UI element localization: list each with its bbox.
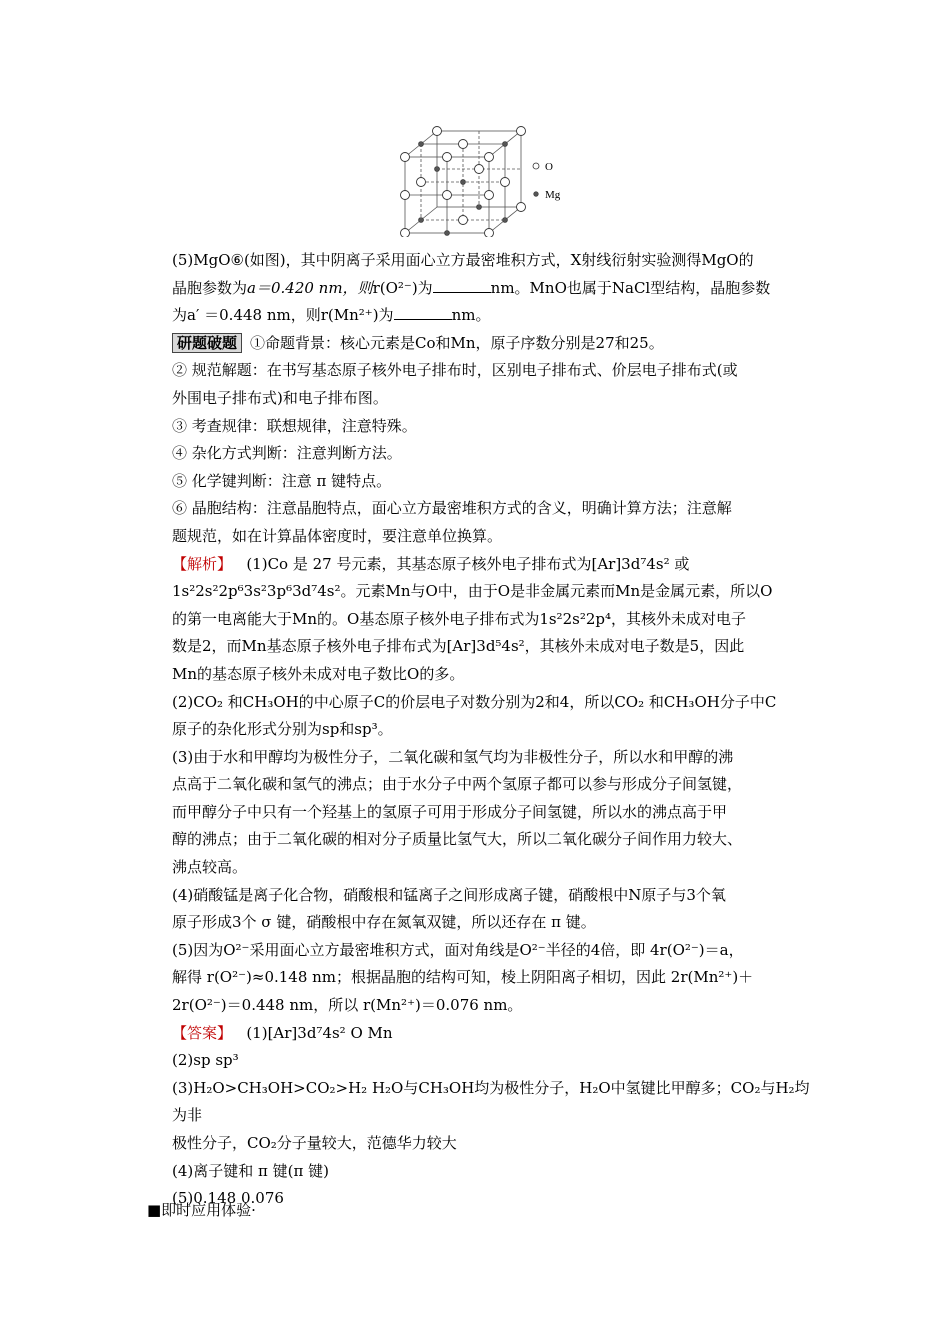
solution-line: 数是2，而Mn基态原子核外电子排布式为[Ar]3d⁵4s²，其核外未成对电子数是5，因此	[172, 637, 745, 656]
document-body	[172, 247, 812, 1213]
answer-blank-2	[394, 305, 452, 320]
solution-line: 原子的杂化形式分别为sp和sp³。	[172, 720, 393, 739]
analysis-item-2b: 外围电子排布式)和电子排布图。	[172, 388, 388, 407]
legend-mg-marker	[534, 192, 539, 197]
q5-radius-mn: r(Mn²⁺)为	[320, 306, 394, 325]
q5-line-2	[172, 275, 812, 303]
solution-line: 的第一电离能大于Mn的。O基态原子核外电子排布式为1s²2s²2p⁴，其核外未成对电子	[172, 609, 746, 628]
solution-line: 而甲醇分子中只有一个羟基上的氢原子可用于形成分子间氢键，所以水的沸点高于甲	[172, 802, 728, 821]
q5-radius-o: r(O²⁻)为	[372, 278, 433, 297]
analysis-item-5: ⑤ 化学键判断：注意 π 键特点。	[172, 471, 392, 490]
solution-line: Mn的基态原子核外未成对电子数比O的多。	[172, 664, 465, 683]
solution-line: 1s²2s²2p⁶3s²3p⁶3d⁷4s²。元素Mn与O中，由于O是非金属元素而Mn是金属元素，所以O	[172, 582, 773, 601]
solution-line: 醇的沸点；由于二氧化碳的相对分子质量比氢气大，所以二氧化碳分子间作用力较大、	[172, 830, 743, 849]
q5-text: nm。MnO也属于NaCl型结构，晶胞参数	[490, 278, 771, 297]
q5-text: nm。	[451, 306, 491, 325]
analysis-tag: 研题破题	[172, 333, 242, 353]
analysis-item-3: ③ 考查规律：联想规律，注意特殊。	[172, 416, 417, 435]
analysis-item-6b: 题规范，如在计算晶体密度时，要注意单位换算。	[172, 526, 503, 545]
solution-line: 原子形成3个 σ 键，硝酸根中存在氮氧双键，所以还存在 π 键。	[172, 913, 596, 932]
solution-line: (3)由于水和甲醇均为极性分子，二氧化碳和氢气均为非极性分子，所以水和甲醇的沸	[172, 747, 734, 766]
answer-line-1	[172, 1020, 812, 1048]
answer-line: (5)0.148 0.076	[172, 1189, 284, 1208]
legend-o-marker	[533, 163, 539, 169]
answer-line: (2)sp sp³	[172, 1051, 239, 1070]
answer-line: (4)离子键和 π 键(π 键)	[172, 1161, 329, 1180]
legend-mg-label: Mg	[545, 189, 561, 201]
answer-text: (1)[Ar]3d⁷4s² O Mn	[246, 1023, 393, 1042]
analysis-item-1: ①命题背景：核心元素是Co和Mn，原子序数分别是27和25。	[250, 333, 664, 352]
q5-param-a: a＝0.420 nm，则	[247, 278, 373, 297]
solution-line-1	[172, 551, 812, 579]
answer-blank-1	[433, 278, 491, 293]
solution-line: (5)因为O²⁻采用面心立方最密堆积方式，面对角线是O²⁻半径的4倍，即 4r(O²⁻)＝a，	[172, 940, 744, 959]
solution-line: (2)CO₂ 和CH₃OH的中心原子C的价层电子对数分别为2和4，所以CO₂ 和CH₃OH分子中C	[172, 692, 777, 711]
analysis-item-6a: ⑥ 晶胞结构：注意晶胞特点，面心立方最密堆积方式的含义，明确计算方法；注意解	[172, 499, 732, 518]
answer-line: 极性分子，CO₂分子量较大，范德华力较大	[172, 1134, 457, 1152]
solution-text: (1)Co 是 27 号元素，其基态原子核外电子排布式为[Ar]3d⁷4s² 或	[246, 554, 690, 573]
legend-o-label: O	[545, 161, 553, 173]
solution-line: 2r(O²⁻)＝0.448 nm，所以 r(Mn²⁺)＝0.076 nm。	[172, 996, 523, 1015]
q5-param-a2: a′ ＝0.448 nm，则	[187, 306, 321, 325]
analysis-line-1	[172, 330, 812, 358]
solution-line: 沸点较高。	[172, 858, 248, 877]
mgo-crystal-figure	[385, 125, 575, 237]
answer-tag: 【答案】	[172, 1023, 233, 1042]
solution-line: 解得 r(O²⁻)≈0.148 nm；根据晶胞的结构可知，棱上阴阳离子相切，因此 2r(Mn²⁺)＋	[172, 968, 754, 987]
q5-text: 为	[172, 306, 188, 325]
analysis-item-2a: ② 规范解题：在书写基态原子核外电子排布时，区别电子排布式、价层电子排布式(或	[172, 361, 738, 380]
q5-text: 晶胞参数为	[172, 278, 248, 297]
solution-tag: 【解析】	[172, 554, 233, 573]
analysis-item-4: ④ 杂化方式判断：注意判断方法。	[172, 444, 402, 463]
q5-line-1: (5)MgO⑥(如图)，其中阴离子采用面心立方最密堆积方式，X射线衍射实验测得MgO的	[172, 251, 754, 269]
answer-line: (3)H₂O>CH₃OH>CO₂>H₂ H₂O与CH₃OH均为极性分子，H₂O中氢键比甲醇多；CO₂与H₂均为非	[172, 1078, 810, 1125]
solution-line: 点高于二氧化碳和氢气的沸点；由于水分子中两个氢原子都可以参与形成分子间氢键，	[172, 775, 743, 794]
q5-line-3	[172, 302, 812, 330]
solution-line: (4)硝酸锰是离子化合物，硝酸根和锰离子之间形成离子键，硝酸根中N原子与3个氧	[172, 885, 726, 904]
section-heading: ■即时应用体验·	[147, 1201, 256, 1219]
